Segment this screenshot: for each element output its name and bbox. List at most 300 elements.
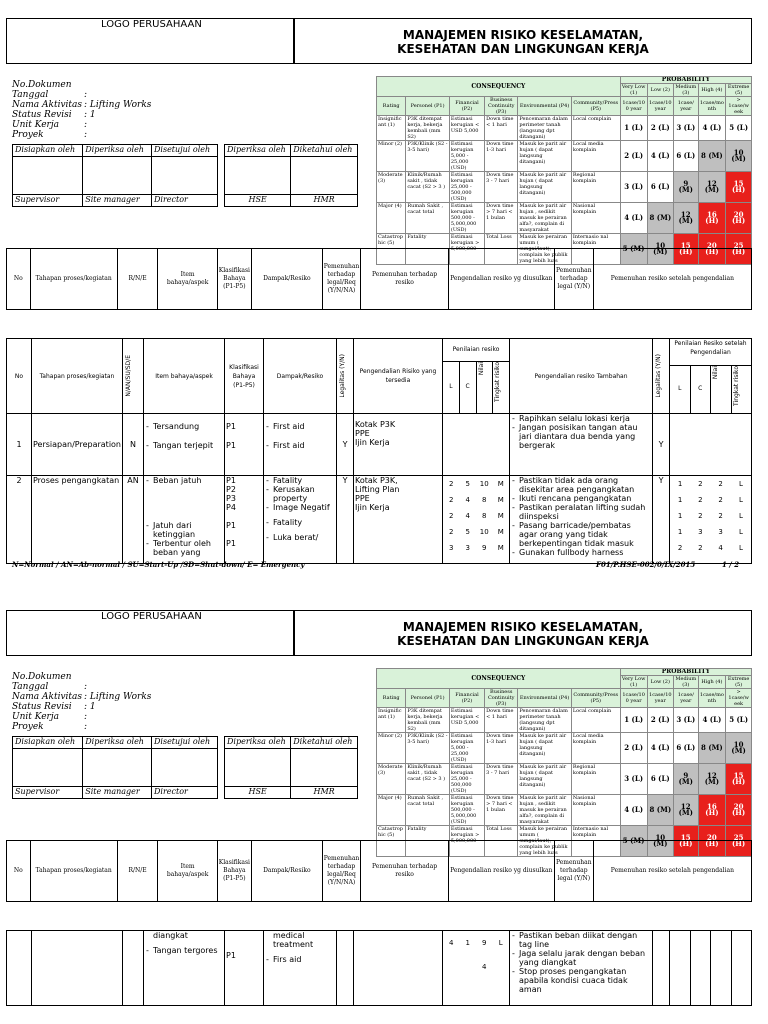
risk-l: L bbox=[443, 362, 460, 413]
control-item: Ijin Kerja bbox=[355, 438, 390, 447]
control-item: PPE bbox=[355, 494, 370, 503]
sig-role: Director bbox=[151, 195, 217, 207]
prob-level: Very Low (1) bbox=[621, 84, 646, 96]
matrix-col-header: Personel (P1) bbox=[406, 689, 450, 708]
risk-tingkat-label: Tingkat risiko bbox=[494, 362, 502, 402]
signature-table-right bbox=[224, 736, 358, 799]
matrix-desc-p3: Down time > 7 hari < 1 bulan bbox=[485, 795, 518, 826]
sig-title: Diketahui oleh bbox=[291, 737, 358, 749]
risk-cell: 6 (L) bbox=[647, 172, 674, 203]
row-nas bbox=[123, 931, 144, 1006]
control-item: Kotak P3K bbox=[355, 420, 396, 429]
matrix-desc-rating: Major (4) bbox=[377, 795, 406, 826]
matrix-desc-p1: P3K/Klinik (S2 - 3-5 hari) bbox=[406, 733, 450, 764]
risk-cell: 4 (L) bbox=[698, 708, 726, 733]
risk-cell: 1 (L) bbox=[620, 708, 647, 733]
addl-item: - Ikuti rencana pengangkatan bbox=[519, 494, 651, 503]
sig-title: Diperiksa oleh bbox=[225, 145, 291, 157]
row-activity: Proses pengangkatan bbox=[32, 476, 123, 564]
risk-cell: 3 (L) bbox=[620, 172, 647, 203]
matrix-desc-p3: Total Loss bbox=[485, 826, 518, 857]
risk-tingkat bbox=[493, 362, 509, 413]
col-nas bbox=[123, 339, 144, 414]
after-group-label: Penilaian Resiko setelah Pengendalian bbox=[670, 339, 751, 366]
prob-level: Low (2) bbox=[647, 84, 674, 97]
row-addl bbox=[510, 476, 653, 564]
strip-header-table bbox=[6, 840, 752, 902]
matrix-desc-p3: Down time 3 - 7 hari bbox=[485, 764, 518, 795]
klas-item: P1 bbox=[226, 441, 236, 450]
hazard-item: - Terbentur oleh beban yang bbox=[153, 539, 223, 557]
sig-title: Disetujui oleh bbox=[151, 737, 217, 749]
risk-l-values: 2 2 2 2 3 bbox=[449, 480, 454, 552]
prob-desc: 1case/ year bbox=[674, 689, 698, 708]
matrix-desc-p1: Rumah Sakit , cacat total bbox=[406, 203, 450, 234]
risk-cell: 4 (L) bbox=[620, 203, 647, 234]
matrix-desc-p1: P3K ditempat kerja, bekerja kembali (mm S2) bbox=[406, 708, 450, 733]
consequency-header: CONSEQUENCY bbox=[377, 669, 621, 689]
matrix-desc-rating: Insignific ant (1) bbox=[377, 116, 406, 141]
strip-col-klas: Klasifikasi Bahaya (P1-P5) bbox=[217, 249, 251, 310]
sig-role: HMR bbox=[291, 787, 358, 799]
meta-label: Nama Aktivitas bbox=[12, 100, 83, 110]
risk-cell: 5 (L) bbox=[726, 116, 752, 141]
addl-item: - Pastikan beban diikat dengan tag line bbox=[519, 931, 651, 949]
row-hazard bbox=[144, 476, 225, 564]
klas-item: P1 bbox=[226, 521, 236, 530]
matrix-desc-p2: Estimasi kerugian 25,000 - 500,000 (USD) bbox=[449, 172, 484, 203]
risk-cell: 5 (M) bbox=[620, 826, 647, 857]
klas-item: P1 bbox=[226, 476, 236, 485]
row-no: 1 bbox=[7, 414, 32, 476]
row-after bbox=[670, 476, 752, 564]
main-risk-table bbox=[6, 338, 752, 564]
row-impact bbox=[264, 931, 337, 1006]
after-tingkat bbox=[732, 366, 752, 413]
risk-nilai-values: 10 8 8 10 9 bbox=[479, 480, 489, 552]
strip-col-no: No bbox=[7, 841, 31, 902]
addl-item: - Pasang barricade/pembatas agar orang yang tidak berkepentingan tidak masuk bbox=[519, 521, 651, 548]
sig-title: Diketahui oleh bbox=[291, 145, 358, 157]
matrix-desc-rating: Insignific ant (1) bbox=[377, 708, 406, 733]
risk-cell: 12 (M) bbox=[674, 203, 698, 234]
row-legal: Y bbox=[337, 414, 354, 476]
impact-item: - Kerusakan property bbox=[273, 485, 335, 503]
risk-cell: 4 (L) bbox=[647, 733, 674, 764]
strip-col-after: Pemenuhan resiko setelah pengendalian bbox=[593, 841, 751, 902]
signature-table-left bbox=[12, 144, 218, 207]
matrix-desc-p3: Down time 1-3 hari bbox=[485, 141, 518, 172]
after-tingkat-values: L L L L L bbox=[738, 480, 743, 552]
sig-space bbox=[13, 749, 83, 787]
table-row bbox=[7, 476, 752, 564]
risk-matrix bbox=[376, 76, 752, 265]
klas-item: P3 bbox=[226, 494, 236, 503]
prob-desc: 1case/mo nth bbox=[698, 689, 726, 708]
risk-cell: 4 (L) bbox=[620, 795, 647, 826]
matrix-desc-p3: Down time < 1 hari bbox=[485, 708, 518, 733]
col-hazard: Item bahaya/aspek bbox=[144, 339, 225, 414]
matrix-desc-p4: Pencemaran dalam perimeter tanah (langsung dpt ditangani) bbox=[518, 708, 571, 733]
prob-desc: 1case/10 0 year bbox=[620, 689, 647, 708]
logo-box bbox=[6, 610, 294, 656]
hazard-item: diangkat bbox=[153, 931, 188, 940]
row-hazard bbox=[144, 931, 225, 1006]
strip-col-regul: Pemenuhan terhadap legal/Req (Y/N/NA) bbox=[322, 841, 361, 902]
strip-col-control: Pemenuhan terhadap resiko bbox=[361, 249, 448, 310]
meta-label: Status Revisi bbox=[12, 702, 72, 712]
row-no: 2 bbox=[7, 476, 32, 564]
risk-cell: 6 (L) bbox=[647, 764, 674, 795]
matrix-desc-p3: Down time 3 - 7 hari bbox=[485, 172, 518, 203]
matrix-desc-p2: Estimasi kerugian 25,000 - 500,000 (USD) bbox=[449, 764, 484, 795]
sig-role: Site manager bbox=[83, 787, 152, 799]
matrix-desc-rating: Minor (2) bbox=[377, 141, 406, 172]
col-legal-label: Legalitas (Y/N) bbox=[339, 354, 347, 398]
after-c: C bbox=[691, 366, 712, 413]
row-after-l bbox=[670, 931, 691, 1006]
risk-cell: 2 (L) bbox=[620, 141, 647, 172]
addl-item: - Pastikan tidak ada orang disekitar area pengangkatan bbox=[519, 476, 651, 494]
matrix-desc-p1: Fatality bbox=[406, 826, 450, 857]
sig-space bbox=[151, 157, 217, 195]
row-control bbox=[354, 476, 443, 564]
strip-col-legal2: Pemenuhan terhadap legal (Y/N) bbox=[554, 249, 593, 310]
logo-text: LOGO PERUSAHAAN bbox=[101, 611, 202, 622]
row-after-c bbox=[690, 931, 711, 1006]
sig-space bbox=[291, 749, 358, 787]
doc-title-line1: MANAJEMEN RISIKO KESELAMATAN, bbox=[402, 28, 644, 42]
row-activity bbox=[32, 931, 123, 1006]
sig-role: Site manager bbox=[83, 195, 152, 207]
matrix-desc-p5: Internasio nal komplain bbox=[571, 234, 620, 265]
doc-meta bbox=[12, 80, 212, 140]
klas-item: P1 bbox=[226, 951, 236, 960]
matrix-desc-p2: Estimasi kerugian 5,000 - 25,000 (USD) bbox=[449, 733, 484, 764]
impact-item: - Fatality bbox=[273, 476, 335, 485]
matrix-desc-p2: Estimasi kerugian > 5,000,000 bbox=[449, 826, 484, 857]
after-l-values: 1 1 1 1 2 bbox=[677, 480, 683, 552]
prob-desc: 1case/10 0 year bbox=[620, 97, 647, 116]
row-risk bbox=[443, 414, 510, 476]
hazard-item: - Tersandung bbox=[153, 422, 223, 431]
meta-label: Nama Aktivitas bbox=[12, 692, 83, 702]
table-row bbox=[7, 414, 752, 476]
risk-cell: 6 (L) bbox=[674, 733, 698, 764]
matrix-desc-p4: Masuk ke parit air hujan , sedikit masuk ke perairan alfa?, complain di masyarakat bbox=[518, 203, 571, 234]
risk-cell: 15 (H) bbox=[726, 172, 752, 203]
col-after bbox=[670, 339, 752, 414]
matrix-desc-p4: Masuk ke parit air hujan ( dapat langsung ditangani) bbox=[518, 764, 571, 795]
matrix-desc-p1: P3K ditempat kerja, bekerja kembali (mm S2) bbox=[406, 116, 450, 141]
matrix-desc-p4: Pencemaran dalam perimeter tanah (langsung dpt ditangani) bbox=[518, 116, 571, 141]
row-after bbox=[670, 414, 752, 476]
matrix-desc-p1: Klinik/Rumah sakit , tidak cacat (S2 > 3 ) bbox=[406, 764, 450, 795]
addl-item: - Pastikan peralatan lifting sudah diinspeksi bbox=[519, 503, 651, 521]
strip-col-rnre: R/N/E bbox=[117, 841, 158, 902]
probability-header: PROBABILITY bbox=[620, 669, 751, 676]
col-no: No bbox=[7, 339, 32, 414]
matrix-desc-p2: Estimasi kerugian 500,000 - 5,000,000 (USD) bbox=[449, 203, 484, 234]
risk-cell: 16 (H) bbox=[698, 203, 726, 234]
row-legal2: Y bbox=[653, 476, 670, 564]
matrix-col-header: Personel (P1) bbox=[406, 97, 450, 116]
matrix-desc-p5: Internasio nal komplain bbox=[571, 826, 620, 857]
sig-space bbox=[291, 157, 358, 195]
matrix-desc-p3: Down time < 1 hari bbox=[485, 116, 518, 141]
sig-title: Disetujui oleh bbox=[151, 145, 217, 157]
sig-role: HSE bbox=[225, 195, 291, 207]
klas-item: P1 bbox=[226, 539, 236, 548]
matrix-desc-rating: Minor (2) bbox=[377, 733, 406, 764]
meta-value: : bbox=[84, 722, 88, 732]
prob-desc: > 1case/w eek bbox=[726, 97, 752, 116]
control-item: Kotak P3K, bbox=[355, 476, 398, 485]
risk-cell: 3 (L) bbox=[620, 764, 647, 795]
matrix-col-header: Environmental (P4) bbox=[518, 97, 571, 116]
control-item: Lifting Plan bbox=[355, 485, 400, 494]
sig-title: Disiapkan oleh bbox=[13, 737, 83, 749]
doc-title-line2: KESEHATAN DAN LINGKUNGAN KERJA bbox=[397, 634, 649, 648]
strip-col-hazard: Item bahaya/aspek bbox=[158, 841, 217, 902]
sig-space bbox=[13, 157, 83, 195]
row-addl bbox=[510, 931, 653, 1006]
risk-cell: 15 (H) bbox=[674, 826, 698, 857]
row-klas bbox=[225, 931, 264, 1006]
matrix-desc-p2: Estimasi kerugian < USD 5,000 bbox=[449, 708, 484, 733]
matrix-desc-p1: Fatality bbox=[406, 234, 450, 265]
risk-cell: 2 (L) bbox=[620, 733, 647, 764]
probability-header: PROBABILITY bbox=[620, 77, 751, 84]
risk-cell: 12 (M) bbox=[698, 764, 726, 795]
impact-item: - Image Negatif bbox=[273, 503, 335, 512]
matrix-col-header: Rating bbox=[377, 689, 406, 708]
row-no bbox=[7, 931, 32, 1006]
sig-role: Supervisor bbox=[13, 787, 83, 799]
col-control: Pengendalian Risiko yang tersedia bbox=[354, 339, 443, 414]
matrix-desc-p3: Down time > 7 hari < 1 bulan bbox=[485, 203, 518, 234]
prob-level: High (4) bbox=[698, 676, 726, 689]
risk-cell: 6 (L) bbox=[674, 141, 698, 172]
sig-title: Disiapkan oleh bbox=[13, 145, 83, 157]
meta-value: : Lifting Works bbox=[84, 100, 152, 110]
impact-item: - Fatality bbox=[273, 518, 335, 527]
meta-label: Tanggal bbox=[12, 90, 49, 100]
after-nilai-label: Nilai bbox=[712, 366, 720, 380]
matrix-desc-p2: Estimasi kerugian < USD 5,000 bbox=[449, 116, 484, 141]
row-control bbox=[354, 931, 443, 1006]
matrix-col-header: Business Continuity (P3) bbox=[485, 689, 518, 708]
matrix-desc-p1: P3K/Klinik (S2 - 3-5 hari) bbox=[406, 141, 450, 172]
row-control bbox=[354, 414, 443, 476]
addl-item: - Stop proses pengangkatan apabila kondisi cuaca tidak aman bbox=[519, 967, 651, 994]
risk-cell: 3 (L) bbox=[674, 708, 698, 733]
signature-table-right bbox=[224, 144, 358, 207]
footer-docno: F01/P.HSE-002/0/IX/2015 bbox=[596, 560, 696, 569]
col-legal2 bbox=[653, 339, 670, 414]
prob-level: Low (2) bbox=[647, 676, 674, 689]
risk-cell: 8 (M) bbox=[698, 141, 726, 172]
row-impact bbox=[264, 476, 337, 564]
risk-cell: 20 (H) bbox=[698, 826, 726, 857]
matrix-col-header: Financial (P2) bbox=[449, 97, 484, 116]
risk-cell: 15 (H) bbox=[674, 234, 698, 265]
matrix-desc-p4: Masuk ke parit air hujan ( dapat langsung ditangani) bbox=[518, 733, 571, 764]
footer-page: 1 / 2 bbox=[722, 560, 740, 569]
matrix-desc-rating: Moderate (3) bbox=[377, 172, 406, 203]
risk-cell: 2 (L) bbox=[647, 116, 674, 141]
hazard-item: - Tangan tergores bbox=[153, 946, 223, 955]
prob-desc: > 1case/w eek bbox=[726, 689, 752, 708]
sig-space bbox=[225, 157, 291, 195]
risk-cell: 9 (M) bbox=[674, 172, 698, 203]
risk-cell: 8 (M) bbox=[698, 733, 726, 764]
risk-cell: 9 (M) bbox=[674, 764, 698, 795]
logo-text: LOGO PERUSAHAAN bbox=[101, 19, 202, 30]
sig-role: Director bbox=[151, 787, 217, 799]
row-impact bbox=[264, 414, 337, 476]
title-box bbox=[294, 18, 752, 64]
meta-label: Unit Kerja bbox=[12, 712, 60, 722]
meta-label: Status Revisi bbox=[12, 110, 72, 120]
footer-legend: N=Normal / AN=Ab-normal / SU=Start-Up /SD=Shut-down/ E= Emergency bbox=[12, 560, 305, 569]
hazard-item: - Beban jatuh bbox=[153, 476, 223, 485]
strip-col-legal2: Pemenuhan terhadap legal (Y/N) bbox=[554, 841, 593, 902]
risk-cell: 15 (H) bbox=[726, 764, 752, 795]
risk-nilai-label: Nilai bbox=[477, 362, 485, 376]
strip-col-activity: Tahapan proses/kegiatan bbox=[30, 249, 117, 310]
impact-item: - Firs aid bbox=[273, 955, 335, 964]
matrix-col-header: Rating bbox=[377, 97, 406, 116]
strip-col-impact: Dampak/Resiko bbox=[251, 249, 322, 310]
row-legal bbox=[337, 931, 354, 1006]
logo-box bbox=[6, 18, 294, 64]
row-addl bbox=[510, 414, 653, 476]
matrix-desc-rating: Catastrop hic (5) bbox=[377, 234, 406, 265]
matrix-col-header: Community/Press (P5) bbox=[571, 689, 620, 708]
meta-label: Tanggal bbox=[12, 682, 49, 692]
row-nas: N bbox=[123, 414, 144, 476]
addl-item: - Jangan posisikan tangan atau jari diantara dua benda yang bergerak bbox=[519, 423, 651, 450]
col-legal2-label: Legalitas (Y/N) bbox=[655, 354, 663, 398]
sig-space bbox=[83, 749, 152, 787]
col-impact: Dampak/Resiko bbox=[264, 339, 337, 414]
col-addl: Pengendalian resiko Tambahan bbox=[510, 339, 653, 414]
risk-cell: 20 (H) bbox=[726, 795, 752, 826]
klas-item: P4 bbox=[226, 503, 236, 512]
meta-value: : bbox=[84, 712, 88, 722]
matrix-desc-p4: Masuk ke perairan umum ( sungai/laut), complain ke publik yang lebih luas bbox=[518, 826, 571, 857]
row-activity: Persiapan/Preparation bbox=[32, 414, 123, 476]
matrix-desc-p1: Klinik/Rumah sakit , tidak cacat (S2 > 3 ) bbox=[406, 172, 450, 203]
matrix-desc-p2: Estimasi kerugian > 5,000,000 bbox=[449, 234, 484, 265]
risk-cell: 8 (M) bbox=[647, 203, 674, 234]
meta-value: : 1 bbox=[84, 110, 96, 120]
strip-col-klas: Klasifikasi Bahaya (P1-P5) bbox=[217, 841, 251, 902]
strip-col-control: Pemenuhan terhadap resiko bbox=[361, 841, 448, 902]
row-risk bbox=[443, 476, 510, 564]
risk-cell: 16 (H) bbox=[698, 795, 726, 826]
row-legal: Y bbox=[337, 476, 354, 564]
sig-role: HMR bbox=[291, 195, 358, 207]
after-c-values: 2 2 2 3 2 bbox=[698, 480, 703, 552]
risk-c: C bbox=[460, 362, 477, 413]
risk-cell: 4 (L) bbox=[698, 116, 726, 141]
meta-value: : bbox=[84, 130, 88, 140]
risk-cell: 2 (L) bbox=[647, 708, 674, 733]
consequency-header: CONSEQUENCY bbox=[377, 77, 621, 97]
row-hazard bbox=[144, 414, 225, 476]
matrix-desc-p5: Regional komplain bbox=[571, 172, 620, 203]
after-nilai-values: 2 2 2 3 4 bbox=[718, 480, 723, 552]
row-after-n bbox=[711, 931, 732, 1006]
risk-tingkat-values: M M M M M bbox=[497, 480, 504, 552]
col-activity: Tahapan proses/kegiatan bbox=[32, 339, 123, 414]
sig-role: HSE bbox=[225, 787, 291, 799]
meta-value: : bbox=[84, 90, 88, 100]
meta-value: : bbox=[84, 682, 88, 692]
sig-title: Diperiksa oleh bbox=[83, 145, 152, 157]
strip-col-regul: Pemenuhan terhadap legal/Req (Y/N/NA) bbox=[322, 249, 361, 310]
doc-title-line1: MANAJEMEN RISIKO KESELAMATAN, bbox=[402, 620, 644, 634]
addl-item: - Rapihkan selalu lokasi kerja bbox=[519, 414, 651, 423]
strip-header-table bbox=[6, 248, 752, 310]
prob-desc: 1case/10 year bbox=[647, 97, 674, 116]
hazard-item: - Jatuh dari ketinggian bbox=[153, 521, 223, 539]
sig-space bbox=[83, 157, 152, 195]
matrix-desc-p5: Nasional komplain bbox=[571, 203, 620, 234]
meta-label: No.Dokumen bbox=[12, 80, 72, 90]
prob-desc: 1case/mo nth bbox=[698, 97, 726, 116]
strip-col-planned: Pengendalian resiko yg diusulkan bbox=[448, 249, 554, 310]
risk-cell: 5 (M) bbox=[620, 234, 647, 265]
risk-cell: 8 (M) bbox=[647, 795, 674, 826]
strip-col-activity: Tahapan proses/kegiatan bbox=[30, 841, 117, 902]
matrix-col-header: Community/Press (P5) bbox=[571, 97, 620, 116]
matrix-desc-p5: Local complain bbox=[571, 708, 620, 733]
risk-cell: 25 (H) bbox=[726, 826, 752, 857]
meta-value: : 1 bbox=[84, 702, 96, 712]
risk-cell: 25 (H) bbox=[726, 234, 752, 265]
risk-tingkat-values: L bbox=[498, 939, 503, 947]
risk-cell: 1 (L) bbox=[620, 116, 647, 141]
sig-title: Diperiksa oleh bbox=[83, 737, 152, 749]
meta-value: : Lifting Works bbox=[84, 692, 152, 702]
col-klas: Klasifikasi Bahaya (P1-P5) bbox=[225, 339, 264, 414]
meta-label: No.Dokumen bbox=[12, 672, 72, 682]
col-risk bbox=[443, 339, 510, 414]
risk-c-values: 5 4 4 5 3 bbox=[465, 480, 470, 552]
risk-cell: 20 (H) bbox=[726, 203, 752, 234]
title-box bbox=[294, 610, 752, 656]
sig-role: Supervisor bbox=[13, 195, 83, 207]
meta-value: : bbox=[84, 120, 88, 130]
matrix-col-header: Business Continuity (P3) bbox=[485, 97, 518, 116]
strip-col-impact: Dampak/Resiko bbox=[251, 841, 322, 902]
risk-nilai bbox=[477, 362, 494, 413]
prob-level: High (4) bbox=[698, 84, 726, 97]
strip-col-hazard: Item bahaya/aspek bbox=[158, 249, 217, 310]
matrix-desc-rating: Catastrop hic (5) bbox=[377, 826, 406, 857]
col-nas-label: N/AN/SU/SD/E bbox=[125, 355, 133, 397]
prob-desc: 1case/10 year bbox=[647, 689, 674, 708]
doc-meta bbox=[12, 672, 212, 732]
matrix-desc-p3: Total Loss bbox=[485, 234, 518, 265]
risk-cell: 5 (L) bbox=[726, 708, 752, 733]
row-after-t bbox=[731, 931, 752, 1006]
klas-item: P1 bbox=[226, 422, 236, 431]
risk-cell: 12 (M) bbox=[674, 795, 698, 826]
